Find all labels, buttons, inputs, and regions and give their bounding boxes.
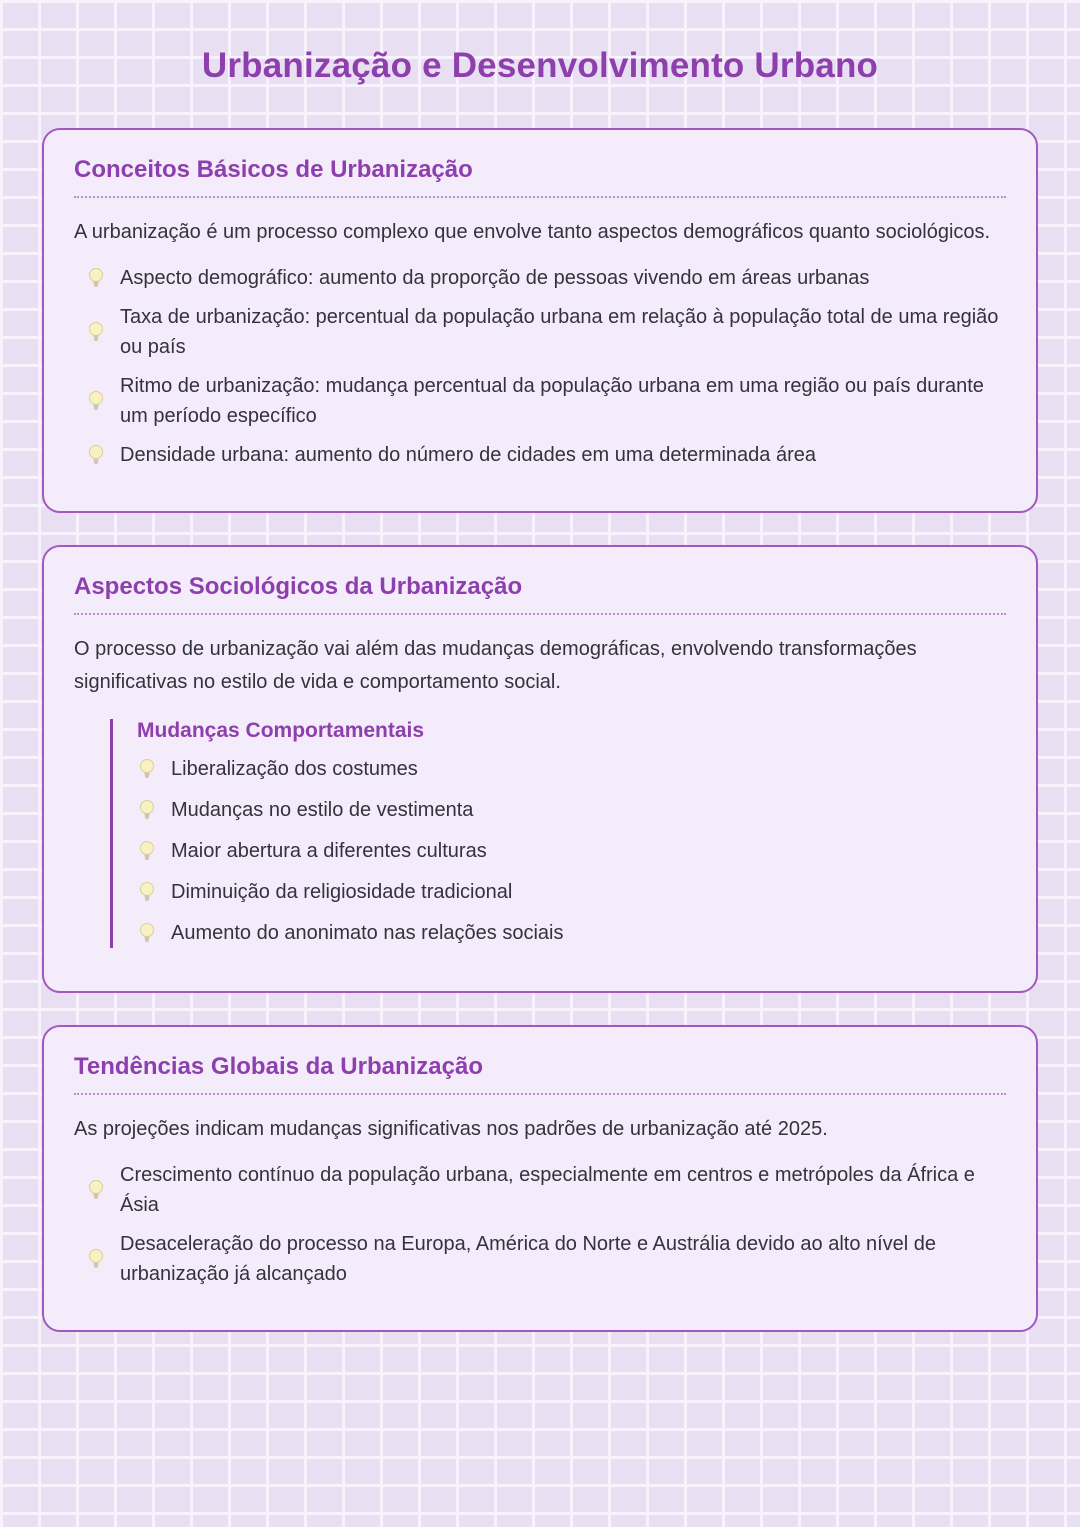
lightbulb-icon bbox=[88, 390, 104, 412]
section-heading: Conceitos Básicos de Urbanização bbox=[74, 156, 1006, 198]
list-item bbox=[137, 836, 1006, 866]
subsection-heading: Mudanças Comportamentais bbox=[137, 719, 425, 742]
section-intro: A urbanização é um processo complexo que envolve tanto aspectos demográficos quanto sociológicos. bbox=[74, 221, 991, 243]
list-item bbox=[74, 1229, 1006, 1289]
list-item bbox=[74, 263, 1006, 293]
list-item-text: Desaceleração do processo na Europa, América do Norte e Austrália devido ao alto nível de urbanização já alcançado bbox=[120, 1233, 937, 1285]
list-item-text: Liberalização dos costumes bbox=[171, 758, 418, 780]
list-item bbox=[137, 795, 1006, 825]
list-item-text: Aspecto demográfico: aumento da proporção de pessoas vivendo em áreas urbanas bbox=[120, 267, 870, 289]
list-item bbox=[137, 877, 1006, 907]
page-title: Urbanização e Desenvolvimento Urbano bbox=[201, 46, 879, 85]
list-item bbox=[74, 302, 1006, 362]
list-item bbox=[74, 371, 1006, 431]
list-item-text: Diminuição da religiosidade tradicional bbox=[171, 881, 513, 903]
list-item-text: Maior abertura a diferentes culturas bbox=[171, 840, 487, 862]
lightbulb-icon bbox=[88, 444, 104, 466]
section-intro: O processo de urbanização vai além das mudanças demográficas, envolvendo transformações significativas no estilo de vida e comportamento social. bbox=[74, 638, 917, 693]
bullet-list bbox=[74, 1160, 1006, 1289]
list-item-text: Mudanças no estilo de vestimenta bbox=[171, 799, 474, 821]
lightbulb-icon bbox=[88, 1248, 104, 1270]
list-item bbox=[74, 1160, 1006, 1220]
list-item-text: Taxa de urbanização: percentual da população urbana em relação à população total de uma região ou país bbox=[120, 306, 999, 358]
section-intro: As projeções indicam mudanças significativas nos padrões de urbanização até 2025. bbox=[74, 1118, 828, 1140]
list-item bbox=[74, 440, 1006, 470]
bullet-list bbox=[137, 754, 1006, 948]
lightbulb-icon bbox=[88, 321, 104, 343]
section-tendencias-globais bbox=[42, 1025, 1038, 1332]
lightbulb-icon bbox=[139, 840, 155, 862]
subsection-mudancas-comportamentais bbox=[110, 719, 1006, 948]
list-item bbox=[137, 918, 1006, 948]
list-item-text: Densidade urbana: aumento do número de cidades em uma determinada área bbox=[120, 444, 816, 466]
lightbulb-icon bbox=[139, 881, 155, 903]
list-item bbox=[137, 754, 1006, 784]
list-item-text: Aumento do anonimato nas relações sociais bbox=[171, 922, 564, 944]
lightbulb-icon bbox=[88, 267, 104, 289]
lightbulb-icon bbox=[88, 1179, 104, 1201]
section-aspectos-sociologicos bbox=[42, 545, 1038, 993]
lightbulb-icon bbox=[139, 922, 155, 944]
lightbulb-icon bbox=[139, 799, 155, 821]
bullet-list bbox=[74, 263, 1006, 470]
list-item-text: Ritmo de urbanização: mudança percentual da população urbana em uma região ou país durante um período específico bbox=[120, 375, 984, 427]
section-heading: Tendências Globais da Urbanização bbox=[74, 1053, 1006, 1095]
list-item-text: Crescimento contínuo da população urbana, especialmente em centros e metrópoles da África e Ásia bbox=[120, 1164, 975, 1216]
lightbulb-icon bbox=[139, 758, 155, 780]
section-conceitos-basicos bbox=[42, 128, 1038, 513]
section-heading: Aspectos Sociológicos da Urbanização bbox=[74, 573, 1006, 615]
